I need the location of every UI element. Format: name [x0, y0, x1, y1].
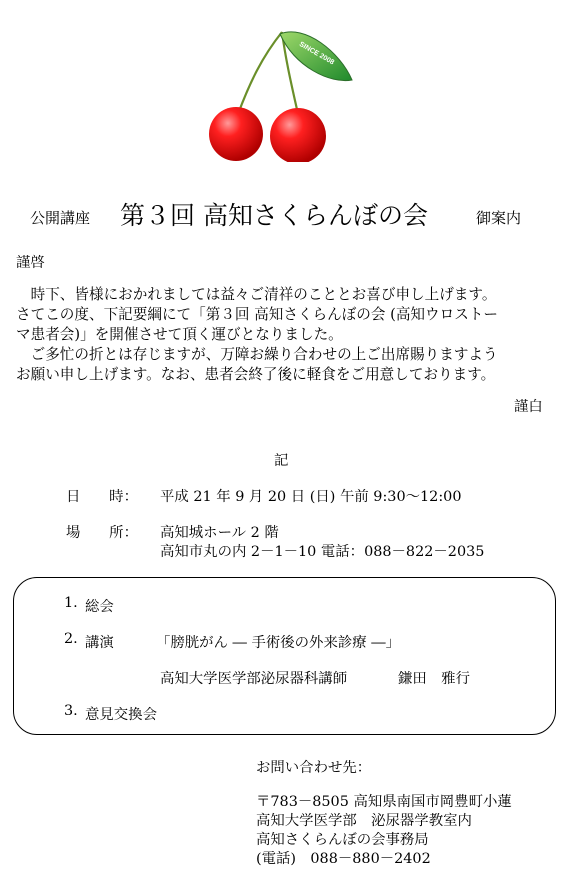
program-item-3-label: 意見交換会: [85, 707, 157, 723]
contact-line: 高知大学医学部 泌尿器学教室内: [256, 813, 472, 829]
body-line: さてこの度、下記要綱にて「第３回 高知さくらんぼの会 (高知ウロストー: [16, 306, 498, 323]
body-line: ご多忙の折とは存じますが、万障お繰り合わせの上ご出席賜りますよう: [16, 346, 498, 363]
closing: 謹白: [514, 399, 543, 415]
contact-line: 〒783－8505 高知県南国市岡豊町小蓮: [256, 794, 512, 810]
title-prefix: 公開講座: [30, 209, 91, 227]
contact-line: 高知さくらんぼの会事務局: [256, 832, 429, 848]
salutation: 謹啓: [16, 255, 45, 271]
lecture-title: 「膀胱がん ― 手術後の外来診療 ―」: [156, 635, 400, 651]
date-label: 日 時：: [66, 489, 138, 505]
contact-heading: お問い合わせ先：: [256, 760, 372, 776]
logo-badge-text: SINCE 2008: [297, 40, 336, 67]
program-item-2-label: 講演: [85, 635, 114, 651]
program-item-2-num: 2.: [64, 631, 78, 647]
speaker-name: 鎌田 雅行: [398, 671, 470, 687]
place-line-1: 高知城ホール 2 階: [160, 525, 279, 541]
program-item-1-label: 総会: [85, 599, 114, 615]
body-line: マ患者会)」を開催させて頂く運びとなりました。: [16, 326, 343, 343]
page-title: 第３回 高知さくらんぼの会: [120, 201, 428, 230]
cherry-left: [209, 107, 263, 161]
title-suffix: 御案内: [476, 209, 522, 227]
program-item-3-num: 3.: [64, 703, 78, 719]
contact-block: [256, 793, 512, 869]
body-line: お願い申し上げます。なお、患者会終了後に軽食をご用意しております。: [16, 366, 496, 383]
ki-heading: 記: [274, 453, 289, 469]
letter-body: [16, 285, 556, 385]
cherry-stem-left: [238, 32, 282, 114]
place-line-2: 高知市丸の内 2－1－10 電話：088－822－2035: [160, 544, 485, 560]
place-label: 場 所：: [66, 525, 138, 541]
cherry-logo: [200, 22, 360, 162]
speaker-affiliation: 高知大学医学部泌尿器科講師: [160, 671, 348, 687]
program-item-1-num: 1.: [64, 595, 78, 611]
contact-line: (電話) 088－880－2402: [256, 851, 431, 867]
date-value: 平成 21 年 9 月 20 日 (日) 午前 9:30～12:00: [160, 489, 462, 505]
cherry-right: [270, 108, 326, 162]
body-line: 時下、皆様におかれましては益々ご清祥のこととお喜び申し上げます。: [16, 286, 497, 303]
